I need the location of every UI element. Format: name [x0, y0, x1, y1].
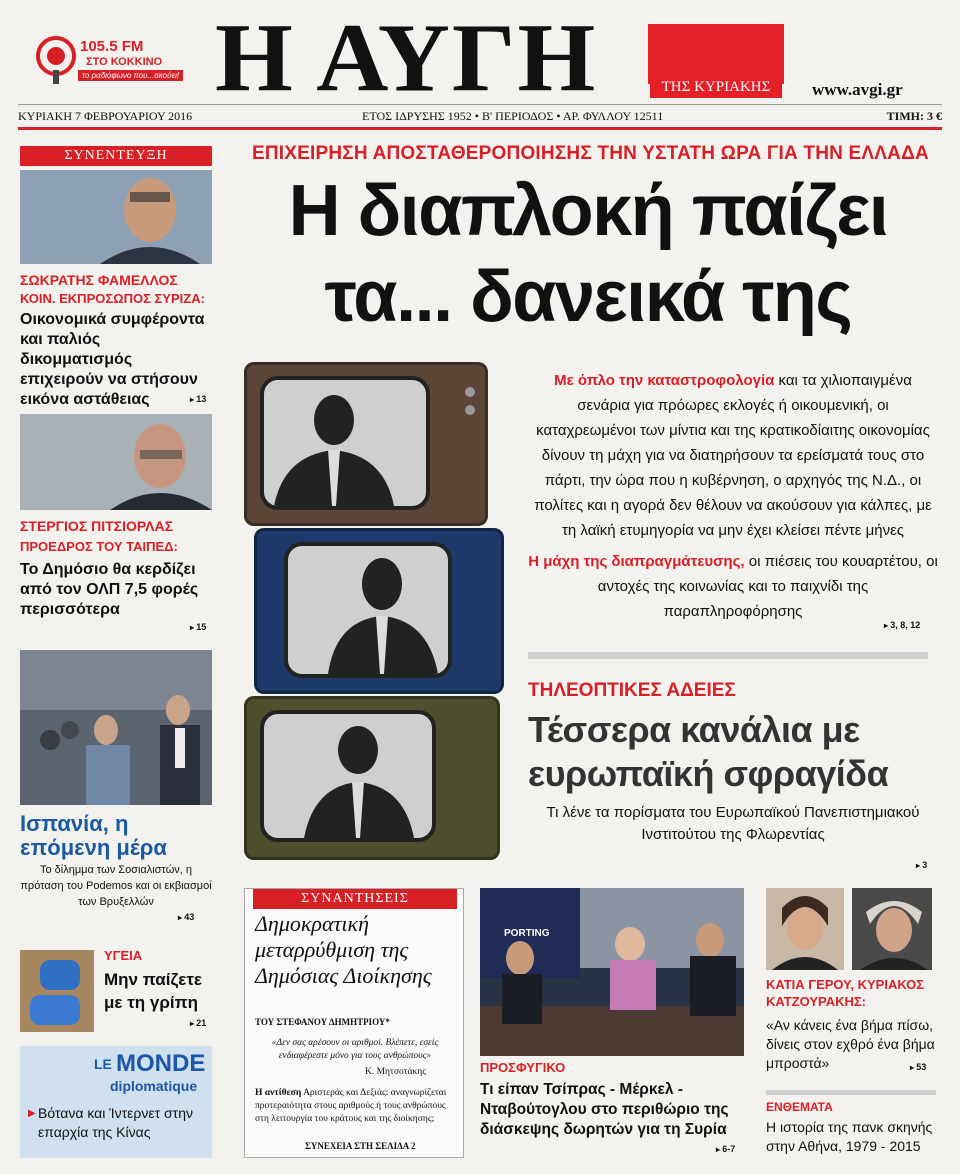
- p2-lead: Η μάχη της διαπραγμάτευσης,: [528, 553, 745, 570]
- portrait-image: [20, 414, 212, 510]
- masthead-title: Η ΑΥΓΗ: [215, 3, 598, 112]
- p2-text: οι πιέσεις του κουαρτέτου, οι αντοχές της κοινωνίας και το παιχνίδι της παραπληροφόρησης: [597, 553, 938, 620]
- spain-photo: [20, 650, 212, 805]
- interview1-headline[interactable]: Οικονομικά συμφέροντα και παλιός δικομματισμός επιχειρούν να στήσουν εικόνα αστάθειας: [20, 311, 205, 408]
- meetings-box[interactable]: [244, 888, 464, 1158]
- story2-divider: [528, 652, 928, 659]
- interview1-page: ▸ 13: [190, 394, 206, 404]
- interview2-page: ▸ 15: [190, 622, 206, 632]
- tv-screen: [260, 376, 430, 510]
- refugee-page: ▸ 6-7: [716, 1144, 735, 1154]
- main-paragraph-1: [528, 368, 938, 543]
- spain-page: ▸ 43: [178, 912, 194, 922]
- main-headline[interactable]: [228, 168, 948, 340]
- monde-headline[interactable]: Βότανα και Ίντερνετ στην επαρχία της Κίνας: [38, 1105, 193, 1140]
- interview1-role: ΚΟΙΝ. ΕΚΠΡΟΣΩΠΟΣ ΣΥΡΙΖΑ:: [20, 291, 205, 306]
- p1-text: και τα χιλιοπαιγμένα σενάρια για πρόωρες εκλογές ή οικουμενική, οι καταχρεωμένοι των μίντια και της κρατικοδίαιτης οικονομίας δίνουν τη μάχη για να διατηρήσουν τα ερείσματά τους στο πάρτι, την ώρα που η κυβέρνηση, ο αρχηγός της Ν.Δ., οι πολίτες και η αγορά δεν θέλουν να ακούσουν για κάλπες, με τη λαϊκή ετυμηγορία να μην έχει κλείσει πέντε μήνες: [534, 372, 932, 539]
- right-quote[interactable]: «Αν κάνεις ένα βήμα πίσω, δίνεις στον εχθρό ένα βήμα μπροστά»: [766, 1017, 935, 1071]
- gerou-photo: [766, 888, 844, 970]
- photo-banner-text: PORTING: [504, 928, 550, 939]
- interview2-role: ΠΡΟΕΔΡΟΣ ΤΟΥ ΤΑΙΠΕΔ:: [20, 539, 178, 554]
- supplement-label: ΕΝΘΕΜΑΤΑ: [766, 1100, 833, 1114]
- portrait-image: [766, 888, 844, 970]
- right-page: ▸ 53: [910, 1062, 926, 1072]
- monde-brand-sub: diplomatique: [110, 1078, 198, 1094]
- interview2-name: ΣΤΕΡΓΙΟΣ ΠΙΤΣΙΟΡΛΑΣ: [20, 518, 173, 534]
- famellos-photo: [20, 170, 212, 264]
- tv-knobs: [464, 386, 476, 426]
- website-link[interactable]: www.avgi.gr: [812, 80, 903, 99]
- tv-top: [244, 362, 488, 526]
- radio-slogan: το ραδιόφωνο που...ακούει!: [78, 70, 183, 81]
- meetings-body-lead: Η αντίθεση: [255, 1088, 302, 1098]
- meetings-title: Δημοκρατική μεταρρύθμιση της Δημόσιας Διοίκησης: [255, 911, 432, 988]
- main-pages: ▸ 3, 8, 12: [884, 620, 920, 630]
- interview2-headline[interactable]: Το Δημόσιο θα κερδίζει από τον ΟΛΠ 7,5 φορές περισσότερα: [20, 561, 199, 618]
- issue-price: ΤΙΜΗ: 3 €: [886, 109, 942, 123]
- meetings-body: [255, 1087, 457, 1126]
- pitsiorlas-photo: [20, 414, 212, 510]
- health-photo: [20, 950, 94, 1032]
- meetings-body-text: Αριστεράς και Δεξιάς: αναγνωρίζεται προτεραιότητα στους αριθμούς ή τους ανθρώπους στη λειτουργία του κράτους και της διοίκησης;: [255, 1088, 447, 1124]
- refugee-headline[interactable]: Τι είπαν Τσίπρας - Μέρκελ - Νταβούτογλου στο περιθώριο της διάσκεψης δωρητών για τη Συρία: [480, 1081, 729, 1138]
- meetings-label: ΣΥΝΑΝΤΗΣΕΙΣ: [253, 889, 457, 909]
- vaccination-image: [20, 950, 94, 1032]
- radio-frequency: 105.5 FM: [80, 38, 144, 55]
- right-names: ΚΑΤΙΑ ΓΕΡΟΥ, ΚΥΡΙΑΚΟΣ ΚΑΤΖΟΥΡΑΚΗΣ:: [766, 977, 925, 1009]
- katzourakis-photo: [852, 888, 932, 970]
- monde-brand-le: LE: [94, 1056, 112, 1072]
- tv-bottom: [244, 696, 500, 860]
- main-kicker: ΕΠΙΧΕΙΡΗΣΗ ΑΠΟΣΤΑΘΕΡΟΠΟΙΗΣΗΣ ΤΗΝ ΥΣΤΑΤΗ ΩΡΑ ΓΙΑ ΤΗΝ ΕΛΛΑΔΑ: [252, 143, 929, 164]
- health-page: ▸ 21: [190, 1018, 206, 1028]
- issue-date: ΚΥΡΙΑΚΗ 7 ΦΕΒΡΟΥΑΡΙΟΥ 2016: [18, 109, 193, 123]
- play-arrow-icon: ▶: [28, 1108, 36, 1119]
- silhouette-icon: [288, 546, 448, 674]
- supplement-divider: [766, 1090, 936, 1095]
- health-label: ΥΓΕΙΑ: [104, 948, 143, 963]
- portrait-image: [852, 888, 932, 970]
- meetings-quote: «Δεν σας αρέσουν οι αριθμοί. Βλέπετε, εσείς ενδιαφέρεστε μόνο για τους ανθρώπους»: [271, 1038, 439, 1061]
- tv-screen: [284, 542, 452, 678]
- interview-label: ΣΥΝΕΝΤΕΥΞΗ: [20, 146, 212, 166]
- tv-stack-illustration: [238, 356, 508, 866]
- monde-diplomatique-box[interactable]: [20, 1046, 212, 1158]
- meetings-quote-author: Κ. Μητσοτάκης: [365, 1067, 427, 1077]
- refugee-photo: [480, 888, 744, 1056]
- meetings-continued: ΣΥΝΕΧΕΙΑ ΣΤΗ ΣΕΛΙΔΑ 2: [305, 1141, 416, 1151]
- interview1-name: ΣΩΚΡΑΤΗΣ ΦΑΜΕΛΛΟΣ: [20, 272, 178, 288]
- tv-middle: [254, 528, 504, 694]
- meeting-image: [480, 888, 744, 1056]
- p1-lead: Με όπλο την καταστροφολογία: [554, 372, 775, 389]
- radio-name: ΣΤΟ ΚΟΚΚΙΝΟ: [86, 56, 163, 68]
- story2-headline[interactable]: Τέσσερα κανάλια με ευρωπαϊκή σφραγίδα: [528, 709, 889, 794]
- spain-text: Το δίλημμα των Σοσιαλιστών, η πρόταση του Podemos και οι εκβιασμοί των Βρυξελλών: [20, 864, 212, 908]
- tv-screen: [260, 710, 436, 842]
- main-body: [528, 368, 938, 624]
- main-headline-line2: τα... δανεικά της: [324, 257, 852, 337]
- dateline: [18, 104, 942, 130]
- health-headline[interactable]: Μην παίζετε με τη γρίπη: [104, 970, 202, 1012]
- main-headline-line1: Η διαπλοκή παίζει: [288, 171, 888, 251]
- spain-headline[interactable]: Ισπανία, η επόμενη μέρα: [20, 811, 167, 860]
- radio-logo: [34, 30, 184, 88]
- refugee-kicker: ΠΡΟΣΦΥΓΙΚΟ: [480, 1060, 566, 1075]
- story2-sub: Τι λένε τα πορίσματα του Ευρωπαϊκού Πανεπιστημιακού Ινστιτούτου της Φλωρεντίας: [546, 804, 920, 843]
- edition-label: ΤΗΣ ΚΥΡΙΑΚΗΣ: [650, 76, 782, 98]
- silhouette-icon: [264, 380, 426, 506]
- main-paragraph-2: [528, 549, 938, 624]
- story2-page: ▸ 3: [916, 860, 927, 870]
- monde-brand: MONDE: [116, 1050, 206, 1077]
- masthead-red-block: [648, 24, 784, 84]
- supplement-text[interactable]: Η ιστορία της πανκ σκηνής στην Αθήνα, 1979 - 2015: [766, 1119, 933, 1154]
- story2-kicker: ΤΗΛΕΟΠΤΙΚΕΣ ΑΔΕΙΕΣ: [528, 680, 736, 701]
- silhouette-icon: [264, 714, 432, 838]
- portrait-image: [20, 170, 212, 264]
- crowd-image: [20, 650, 212, 805]
- meetings-author: ΤΟΥ ΣΤΕΦΑΝΟΥ ΔΗΜΗΤΡΙΟΥ*: [255, 1017, 390, 1027]
- issue-number: ΕΤΟΣ ΙΔΡΥΣΗΣ 1952 • Β' ΠΕΡΙΟΔΟΣ • ΑΡ. ΦΥΛΛΟΥ 12511: [362, 109, 664, 123]
